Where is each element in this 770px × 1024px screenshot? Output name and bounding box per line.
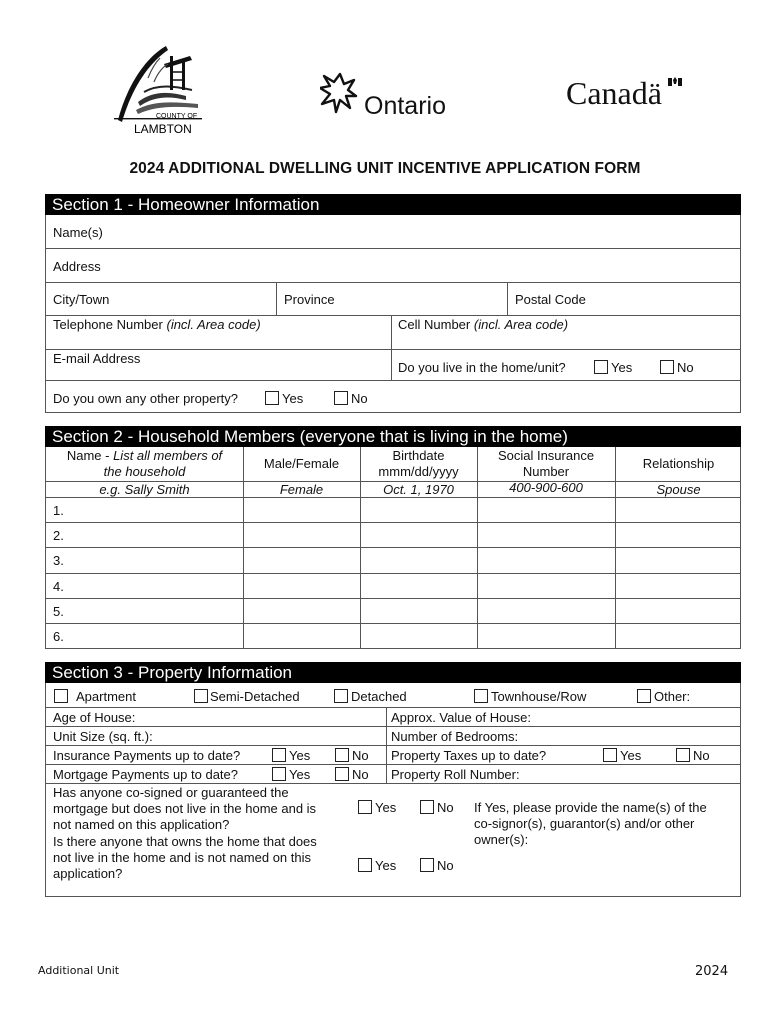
owner-yes-label: Yes bbox=[375, 858, 397, 873]
section1-box bbox=[45, 215, 741, 413]
owner-no-label: No bbox=[437, 858, 454, 873]
semi-detached-checkbox[interactable] bbox=[194, 689, 208, 703]
footer-doc-name: Additional Unit bbox=[38, 964, 120, 977]
apartment-label: Apartment bbox=[76, 689, 136, 704]
table-row: 5. bbox=[53, 604, 64, 619]
svg-text:LAMBTON: LAMBTON bbox=[134, 122, 192, 136]
cosign-yes-checkbox[interactable] bbox=[358, 800, 372, 814]
taxes-yes-label: Yes bbox=[620, 748, 642, 763]
example-sin: 400-900-600 bbox=[509, 480, 583, 495]
city-label: City/Town bbox=[53, 292, 110, 307]
if-yes-instructions: If Yes, please provide the name(s) of the co-signor(s), guarantor(s) and/or other owner(s): bbox=[474, 800, 707, 847]
telephone-label: Telephone Number (incl. Area code) bbox=[53, 317, 261, 332]
col-birthdate-header: Birthdate mmm/dd/yyyy bbox=[378, 448, 459, 479]
live-in-home-question: Do you live in the home/unit? bbox=[398, 360, 566, 375]
example-relationship: Spouse bbox=[656, 482, 701, 497]
svg-text:Ontario: Ontario bbox=[364, 92, 446, 120]
mortgage-yes-checkbox[interactable] bbox=[272, 767, 286, 781]
mortgage-no-checkbox[interactable] bbox=[335, 767, 349, 781]
table-row: 2. bbox=[53, 528, 64, 543]
section1-heading: Section 1 - Homeowner Information bbox=[45, 194, 741, 215]
insurance-question: Insurance Payments up to date? bbox=[53, 748, 241, 763]
table-row: 3. bbox=[53, 553, 64, 568]
svg-text:COUNTY OF: COUNTY OF bbox=[156, 113, 198, 120]
mortgage-question: Mortgage Payments up to date? bbox=[53, 767, 239, 782]
svg-text:Canadä: Canadä bbox=[566, 75, 662, 110]
townhouse-checkbox[interactable] bbox=[474, 689, 488, 703]
col-relationship-header: Relationship bbox=[642, 456, 715, 471]
section3-heading: Section 3 - Property Information bbox=[45, 662, 741, 683]
unit-size-label: Unit Size (sq. ft.): bbox=[53, 729, 153, 744]
cosign-no-checkbox[interactable] bbox=[420, 800, 434, 814]
live-no-checkbox[interactable] bbox=[660, 360, 674, 374]
owner-yes-checkbox[interactable] bbox=[358, 858, 372, 872]
bedrooms-label: Number of Bedrooms: bbox=[391, 729, 519, 744]
example-birthdate: Oct. 1, 1970 bbox=[383, 482, 454, 497]
detached-label: Detached bbox=[351, 689, 407, 704]
taxes-no-checkbox[interactable] bbox=[676, 748, 690, 762]
apartment-checkbox[interactable] bbox=[54, 689, 68, 703]
mortgage-no-label: No bbox=[352, 767, 369, 782]
table-row: 4. bbox=[53, 579, 64, 594]
email-label: E-mail Address bbox=[53, 351, 141, 366]
own-no-checkbox[interactable] bbox=[334, 391, 348, 405]
example-name: e.g. Sally Smith bbox=[99, 482, 190, 497]
cell-label: Cell Number (incl. Area code) bbox=[398, 317, 569, 332]
canada-wordmark bbox=[566, 74, 686, 110]
table-row: 1. bbox=[53, 503, 64, 518]
taxes-no-label: No bbox=[693, 748, 710, 763]
cosign-question: Has anyone co-signed or guaranteed the mortgage but does not live in the home and is not named on this application? bbox=[53, 785, 317, 832]
mortgage-yes-label: Yes bbox=[289, 767, 311, 782]
province-label: Province bbox=[284, 292, 335, 307]
section3-box bbox=[45, 683, 741, 897]
household-table bbox=[45, 447, 741, 649]
example-sex: Female bbox=[279, 482, 324, 497]
taxes-yes-checkbox[interactable] bbox=[603, 748, 617, 762]
taxes-question: Property Taxes up to date? bbox=[391, 748, 547, 763]
col-sex-header: Male/Female bbox=[263, 456, 340, 471]
other-owner-question: Is there anyone that owns the home that does not live in the home and is not named on this application? bbox=[53, 834, 317, 881]
own-yes-checkbox[interactable] bbox=[265, 391, 279, 405]
house-value-label: Approx. Value of House: bbox=[391, 710, 531, 725]
county-of-lambton-logo bbox=[108, 42, 208, 138]
insurance-no-checkbox[interactable] bbox=[335, 748, 349, 762]
cosign-yes-label: Yes bbox=[375, 800, 397, 815]
insurance-yes-checkbox[interactable] bbox=[272, 748, 286, 762]
age-of-house-label: Age of House: bbox=[53, 710, 136, 725]
col-sin-header: Social Insurance Number bbox=[497, 448, 595, 479]
roll-number-label: Property Roll Number: bbox=[391, 767, 520, 782]
detached-checkbox[interactable] bbox=[334, 689, 348, 703]
table-row: 6. bbox=[53, 629, 64, 644]
semi-detached-label: Semi-Detached bbox=[210, 689, 300, 704]
own-property-question: Do you own any other property? bbox=[53, 391, 238, 406]
section2-heading: Section 2 - Household Members (everyone that is living in the home) bbox=[45, 426, 741, 447]
own-yes-label: Yes bbox=[282, 391, 304, 406]
form-title: 2024 ADDITIONAL DWELLING UNIT INCENTIVE APPLICATION FORM bbox=[129, 160, 641, 177]
other-checkbox[interactable] bbox=[637, 689, 651, 703]
cosign-no-label: No bbox=[437, 800, 454, 815]
postal-code-label: Postal Code bbox=[515, 292, 586, 307]
townhouse-label: Townhouse/Row bbox=[491, 689, 587, 704]
ontario-logo bbox=[320, 72, 460, 120]
insurance-no-label: No bbox=[352, 748, 369, 763]
col-name-header: Name - List all members of the household bbox=[66, 448, 223, 479]
address-label: Address bbox=[53, 259, 101, 274]
insurance-yes-label: Yes bbox=[289, 748, 311, 763]
own-no-label: No bbox=[351, 391, 368, 406]
live-no-label: No bbox=[677, 360, 694, 375]
live-yes-label: Yes bbox=[611, 360, 633, 375]
owner-no-checkbox[interactable] bbox=[420, 858, 434, 872]
names-label: Name(s) bbox=[53, 225, 103, 240]
footer-year: 2024 bbox=[695, 964, 729, 979]
other-label: Other: bbox=[654, 689, 691, 704]
live-yes-checkbox[interactable] bbox=[594, 360, 608, 374]
